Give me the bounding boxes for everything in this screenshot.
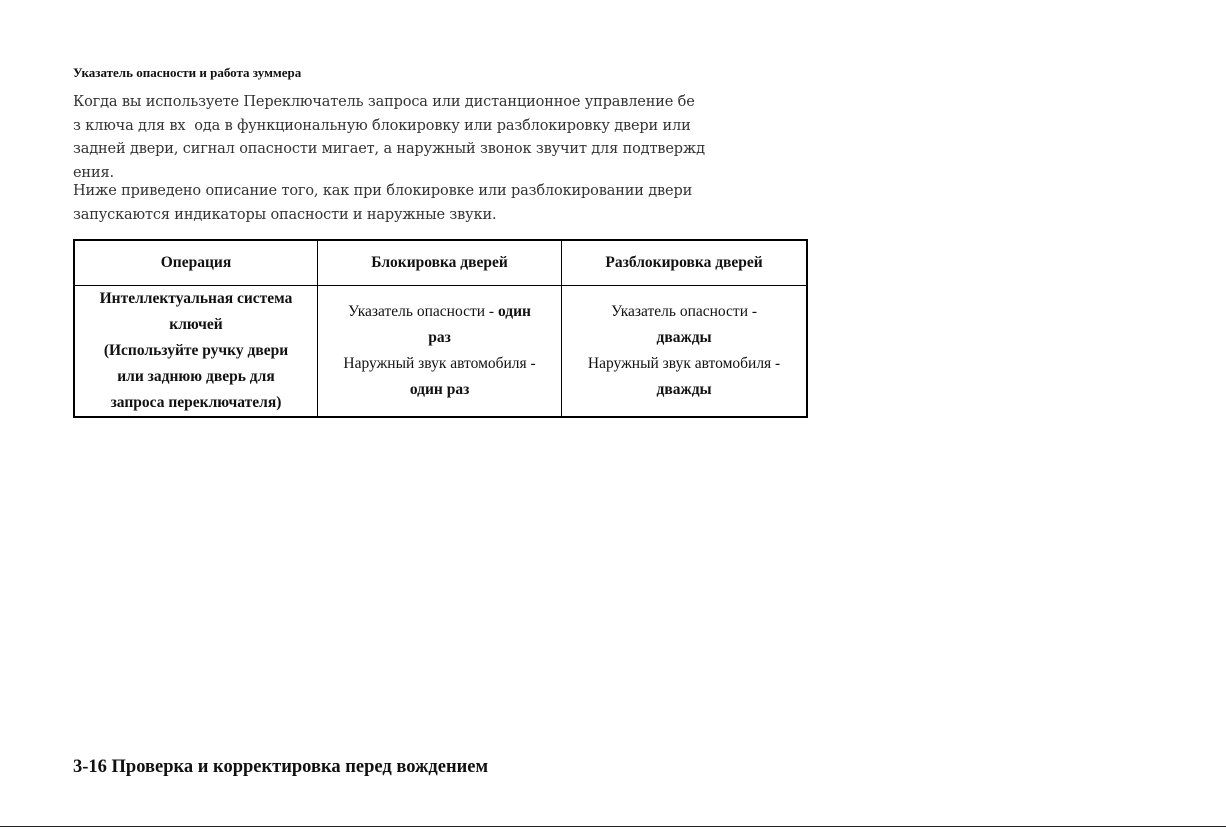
section-heading: Указатель опасности и работа зуммера xyxy=(73,65,302,80)
operation-line: ключей xyxy=(169,316,223,333)
lock-cell xyxy=(317,286,561,418)
intro-paragraph: Когда вы используете Переключатель запроса или дистанционное управление бе з ключа для вх ода в функциональную блокировку или разблокировку двери или задней двери, сигнал опасности мигает, а наружный звонок звучит для подтвержд ения. xyxy=(73,94,705,181)
operation-line: запроса переключателя) xyxy=(110,394,282,411)
header-operation: Операция xyxy=(74,240,317,286)
page-divider xyxy=(0,826,1226,827)
lock-sound-value: один раз xyxy=(409,381,470,398)
header-door-lock: Блокировка дверей xyxy=(317,240,561,286)
lock-hazard-value-cont: раз xyxy=(428,329,451,346)
unlock-sound-label: Наружный звук автомобиля - xyxy=(587,355,781,372)
table-header-row xyxy=(74,240,807,286)
unlock-sound-value: дважды xyxy=(656,381,712,398)
operations-table xyxy=(73,239,808,418)
operation-cell xyxy=(74,286,317,418)
lock-sound-label: Наружный звук автомобиля - xyxy=(343,355,536,372)
description-paragraph: Ниже приведено описание того, как при блокировке или разблокировании двери запускаются индикаторы опасности и наружные звуки. xyxy=(73,183,693,223)
lock-hazard-value: один xyxy=(497,303,531,320)
operation-line: или заднюю дверь для xyxy=(117,368,275,385)
table-row xyxy=(74,286,807,418)
page-footer: 3-16 Проверка и корректировка перед вождением xyxy=(73,757,489,777)
lock-hazard-line xyxy=(326,299,553,325)
lock-hazard-label: Указатель опасности - xyxy=(348,303,498,320)
unlock-hazard-value: дважды xyxy=(656,329,712,346)
unlock-hazard-label: Указатель опасности - xyxy=(611,303,758,320)
operation-line: (Используйте ручку двери xyxy=(103,342,289,359)
operation-line: Интеллектуальная система xyxy=(99,290,293,307)
unlock-cell xyxy=(562,286,807,418)
header-door-unlock: Разблокировка дверей xyxy=(562,240,807,286)
